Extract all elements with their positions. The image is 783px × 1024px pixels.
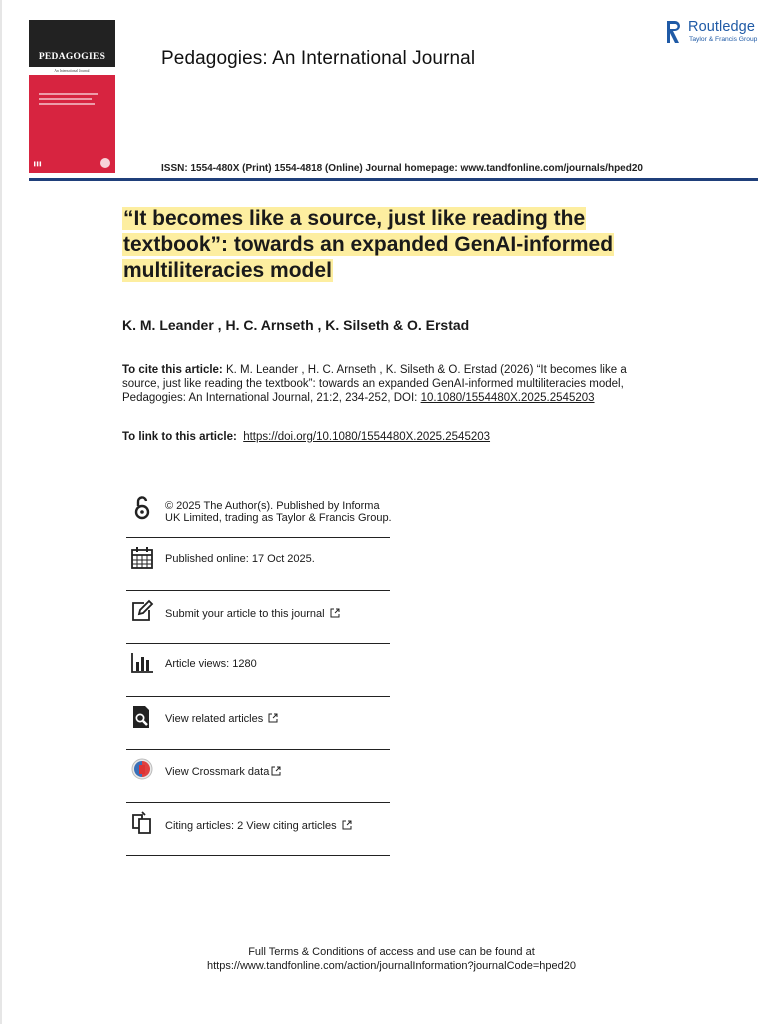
cover-title: PEDAGOGIES	[38, 52, 106, 62]
article-authors: K. M. Leander , H. C. Arnseth , K. Silseth & O. Erstad	[122, 317, 470, 333]
related-articles-link[interactable]: View related articles	[165, 713, 278, 725]
article-doi-link[interactable]: https://doi.org/10.1080/1554480X.2025.2545203	[243, 431, 491, 443]
crossmark-icon	[130, 758, 154, 782]
terms-footer	[0, 945, 783, 973]
external-link-icon	[330, 608, 340, 618]
journal-cover-image[interactable]	[29, 20, 115, 173]
publisher-tagline: Taylor & Francis Group	[689, 36, 758, 43]
submit-article-link[interactable]: Submit your article to this journal	[165, 608, 340, 620]
issn-line: ISSN: 1554-480X (Print) 1554-4818 (Online) Journal homepage: www.tandfonline.com/journals/hped20	[161, 163, 643, 174]
article-title-text: “It becomes like a source, just like reading the textbook”: towards an expanded GenAI-informed multiliteracies model	[123, 207, 614, 282]
open-access-text: © 2025 The Author(s). Published by Informa UK Limited, trading as Taylor & Francis Group.	[165, 500, 392, 524]
crossmark-link[interactable]: View Crossmark data	[165, 766, 281, 778]
link-label: To link to this article:	[122, 431, 237, 443]
cite-label: To cite this article:	[122, 364, 223, 376]
cover-seal	[100, 158, 110, 168]
cite-text: K. M. Leander , H. C. Arnseth , K. Silseth & O. Erstad (2026) “It becomes like a source, just like reading the textbook”: towards an expanded GenAI-informed multiliteracies model, Pedagogies: An International Journal, 21:2, 234-252, DOI:	[122, 364, 627, 404]
article-views: Article views: 1280	[165, 658, 257, 670]
cover-logos	[34, 158, 110, 168]
cover-header	[29, 20, 115, 67]
citing-articles-icon	[130, 811, 154, 835]
cover-publisher-logo: ▌▌▌	[34, 160, 43, 166]
terms-text: Full Terms & Conditions of access and use can be found at	[248, 946, 535, 958]
calendar-icon	[130, 546, 154, 570]
terms-url-link[interactable]: https://www.tandfonline.com/action/journalInformation?journalCode=hped20	[206, 960, 577, 972]
edit-icon	[130, 599, 154, 623]
published-date: Published online: 17 Oct 2025.	[165, 553, 315, 565]
cover-text-lines	[39, 93, 105, 105]
info-divider	[126, 537, 390, 538]
external-link-icon	[342, 820, 352, 830]
search-document-icon	[130, 705, 154, 729]
cover-subtitle: An International Journal	[29, 67, 115, 75]
publisher-name: Routledge	[688, 19, 756, 35]
info-divider	[126, 590, 390, 591]
info-divider	[126, 696, 390, 697]
header-divider	[29, 178, 758, 181]
journal-name: Pedagogies: An International Journal	[161, 48, 476, 69]
info-divider	[126, 802, 390, 803]
external-link-icon	[271, 766, 281, 776]
bar-chart-icon	[130, 651, 154, 675]
routledge-logo-icon	[667, 20, 681, 44]
info-divider	[126, 643, 390, 644]
page-left-edge	[0, 0, 2, 1024]
info-divider	[126, 855, 390, 856]
info-divider	[126, 749, 390, 750]
article-link-line	[122, 431, 490, 443]
external-link-icon	[268, 713, 278, 723]
citing-articles-link[interactable]: Citing articles: 2 View citing articles	[165, 820, 352, 832]
open-access-icon	[130, 496, 154, 520]
article-title	[122, 206, 682, 284]
cite-doi-link[interactable]: 10.1080/1554480X.2025.2545203	[420, 392, 595, 404]
citation-block	[122, 363, 642, 405]
